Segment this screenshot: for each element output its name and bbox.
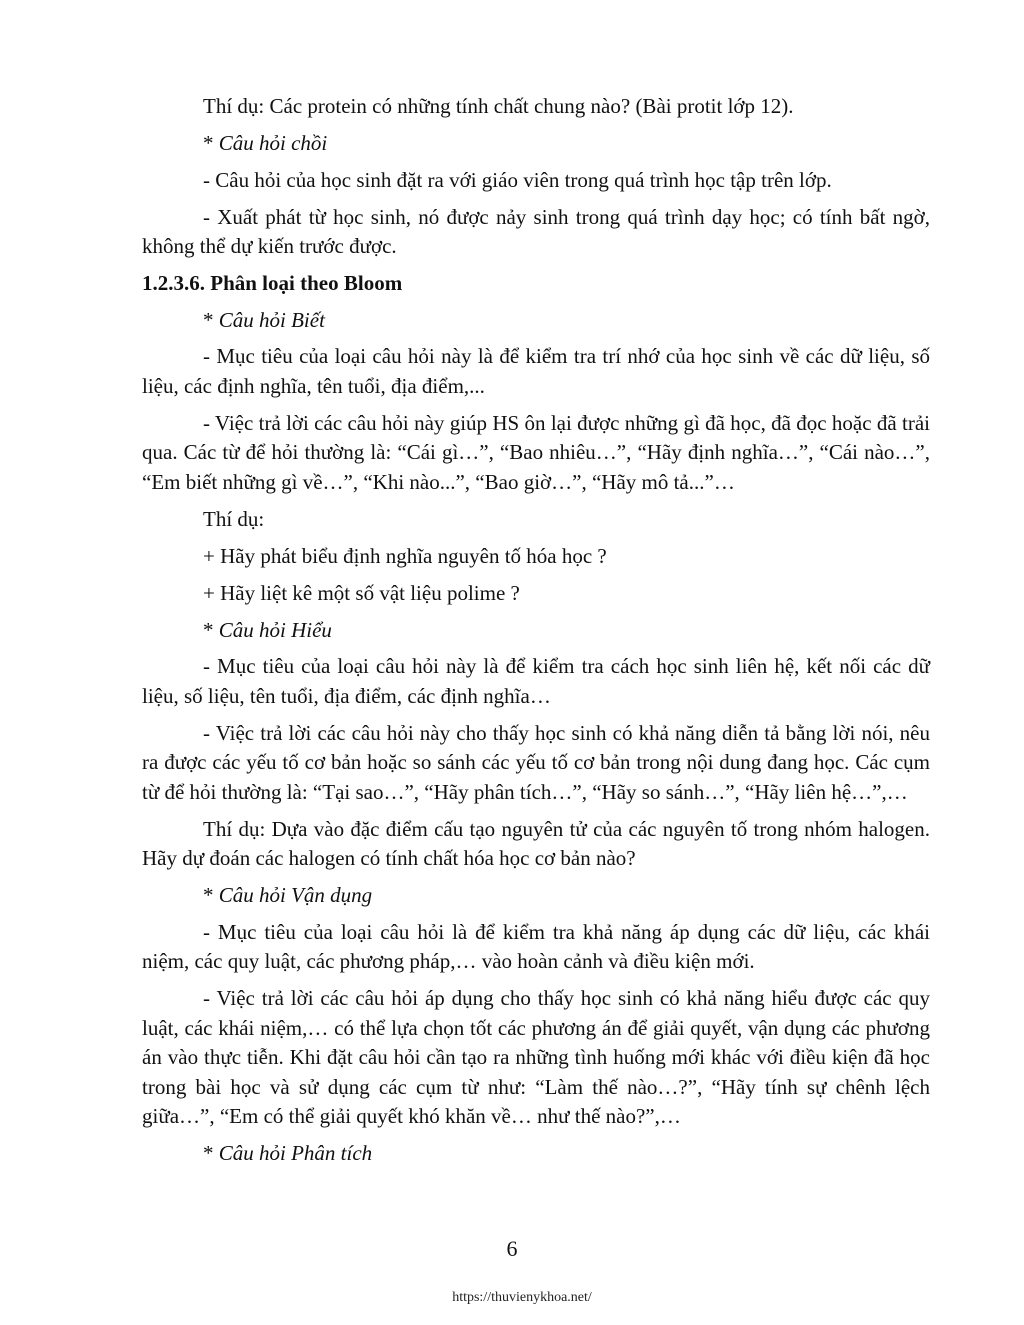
subheading-cau-hoi-biet (142, 306, 930, 336)
paragraph-biet-1: - Mục tiêu của loại câu hỏi này là để kiểm tra trí nhớ của học sinh về các dữ liệu, số liệu, các định nghĩa, tên tuổi, địa điểm,... (142, 344, 930, 398)
subheading-label: Câu hỏi Hiểu (218, 617, 332, 642)
subheading-label: Câu hỏi Vận dụng (218, 883, 373, 907)
paragraph-van-dung-1: - Mục tiêu của loại câu hỏi là để kiểm tra khả năng áp dụng các dữ liệu, các khái niệm, các quy luật, các phương pháp,… vào hoàn cảnh và điều kiện mới. (142, 919, 930, 973)
subheading-cau-hoi-hieu (142, 616, 930, 646)
paragraph-hieu-2: - Việc trả lời các câu hỏi này cho thấy học sinh có khả năng diễn tả bằng lời nói, nêu ra được các yếu tố cơ bản hoặc so sánh các yếu tố cơ bản trong nội dung đang học. Các cụm từ để hỏi thường là: “Tại sao…”, “Hãy phân tích…”, “Hãy so sánh…”, “Hãy liên hệ…”,… (142, 720, 930, 804)
subheading-label: Câu hỏi Phân tích (218, 1141, 373, 1165)
subheading-cau-hoi-van-dung (142, 881, 930, 911)
footer-url: https://thuvienykhoa.net/ (452, 1290, 592, 1305)
paragraph-hieu-example: Thí dụ: Dựa vào đặc điểm cấu tạo nguyên tử của các nguyên tố trong nhóm halogen. Hãy dự đoán các halogen có tính chất hóa học cơ bản nào? (142, 816, 930, 870)
bullet-star: * (203, 1141, 219, 1165)
subheading-label: Câu hỏi chồi (218, 131, 328, 155)
subheading-cau-hoi-choi (142, 129, 930, 159)
bullet-star: * (203, 131, 219, 155)
paragraph-example-protein: Thí dụ: Các protein có những tính chất chung nào? (Bài protit lớp 12). (203, 94, 794, 118)
document-body (142, 92, 930, 1176)
paragraph-hieu-1: - Mục tiêu của loại câu hỏi này là để kiểm tra cách học sinh liên hệ, kết nối các dữ liệu, số liệu, tên tuổi, địa điểm, các định nghĩa… (142, 654, 930, 708)
subheading-label: Câu hỏi Biết (218, 307, 325, 332)
paragraph-choi-1: - Câu hỏi của học sinh đặt ra với giáo viên trong quá trình học tập trên lớp. (203, 167, 832, 192)
bullet-star: * (203, 307, 219, 332)
section-heading-bloom: 1.2.3.6. Phân loại theo Bloom (142, 271, 403, 295)
paragraph-choi-2: - Xuất phát từ học sinh, nó được nảy sinh trong quá trình dạy học; có tính bất ngờ, không thể dự kiến trước được. (142, 204, 930, 258)
bullet-star: * (203, 617, 219, 642)
subheading-cau-hoi-phan-tich (142, 1139, 930, 1169)
paragraph-biet-example: Thí dụ: (203, 506, 265, 531)
bullet-star: * (203, 883, 219, 907)
paragraph-biet-example-1: + Hãy phát biểu định nghĩa nguyên tố hóa học ? (203, 543, 607, 568)
paragraph-biet-2: - Việc trả lời các câu hỏi này giúp HS ôn lại được những gì đã học, đã đọc hoặc đã trải qua. Các từ để hỏi thường là: “Cái gì…”, “Bao nhiêu…”, “Hãy định nghĩa…”, “Cái nào…”, “Em biết những gì về…”, “Khi nào...”, “Bao giờ…”, “Hãy mô tả...”… (142, 410, 930, 494)
page-number: 6 (506, 1236, 518, 1261)
paragraph-biet-example-2: + Hãy liệt kê một số vật liệu polime ? (203, 580, 520, 605)
paragraph-van-dung-2: - Việc trả lời các câu hỏi áp dụng cho thấy học sinh có khả năng hiểu được các quy luật, các khái niệm,… có thể lựa chọn tốt các phương án để giải quyết, vận dụng các phương án vào thực tiễn. Khi đặt câu hỏi cần tạo ra những tình huống mới khác với điều kiện đã học trong bài học và sử dụng các cụm từ như: “Làm thế nào…?”, “Hãy tính sự chênh lệch giữa…”, “Em có thể giải quyết khó khăn về… như thế nào?”,… (142, 986, 930, 1128)
